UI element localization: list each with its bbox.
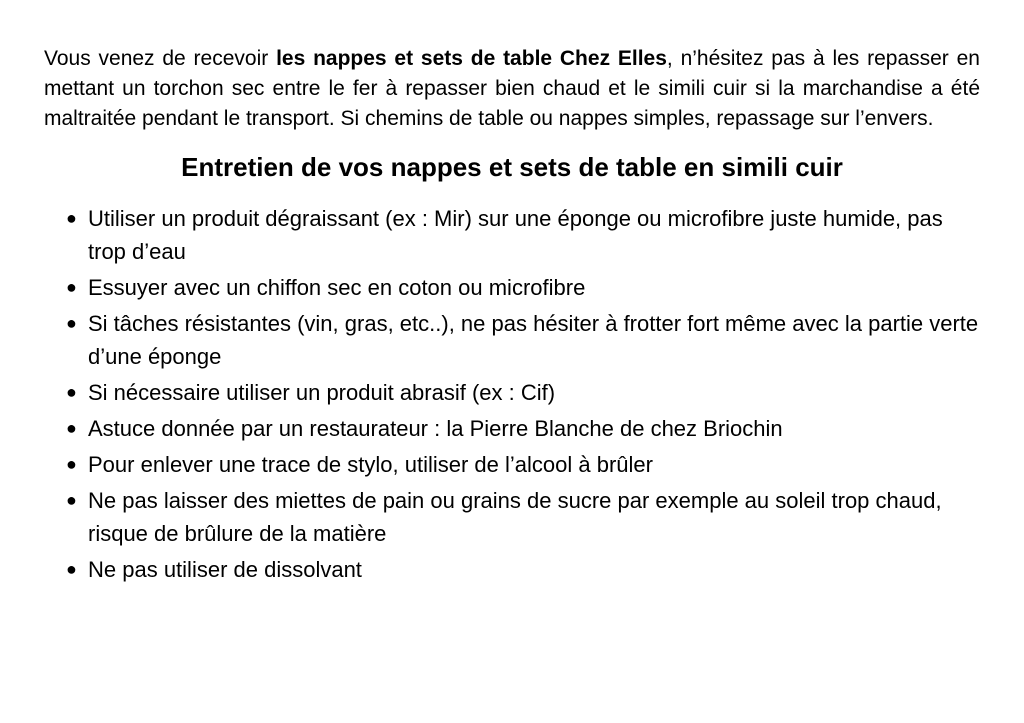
bullet-icon: ● [66,382,77,402]
intro-text-after: , n’hésitez pas à les repasser en mettant un torchon sec entre le fer à repasser bien chaud et le simili cuir si la marchandise a été maltraitée pendant le transport. Si chemins de table ou nappes simples, repassage sur l’envers. [44,47,980,130]
list-item [66,448,980,481]
care-instructions-list [44,202,980,586]
list-item [66,412,980,445]
list-item [66,202,980,268]
list-item-text: Ne pas laisser des miettes de pain ou grains de sucre par exemple au soleil trop chaud, risque de brûlure de la matière [88,488,942,546]
intro-bold-product: les nappes et sets de table Chez Elles [276,47,667,70]
bullet-icon: ● [66,418,77,438]
bullet-icon: ● [66,559,77,579]
list-item-text: Utiliser un produit dégraissant (ex : Mir) sur une éponge ou microfibre juste humide, pas trop d’eau [88,206,943,264]
list-item [66,271,980,304]
bullet-icon: ● [66,277,77,297]
list-item-text: Si tâches résistantes (vin, gras, etc..), ne pas hésiter à frotter fort même avec la partie verte d’une éponge [88,311,979,369]
bullet-icon: ● [66,313,77,333]
bullet-icon: ● [66,490,77,510]
list-item [66,484,980,550]
list-item-text: Si nécessaire utiliser un produit abrasif (ex : Cif) [88,380,556,405]
list-item [66,553,980,586]
list-item-text: Astuce donnée par un restaurateur : la Pierre Blanche de chez Briochin [88,416,783,441]
list-item-text: Pour enlever une trace de stylo, utiliser de l’alcool à brûler [88,452,653,477]
list-item-text: Ne pas utiliser de dissolvant [88,557,362,582]
bullet-icon: ● [66,208,77,228]
list-item [66,307,980,373]
list-item [66,376,980,409]
intro-paragraph [44,44,980,134]
care-heading: Entretien de vos nappes et sets de table en simili cuir [181,152,843,182]
bullet-icon: ● [66,454,77,474]
intro-text-before: Vous venez de recevoir [44,47,277,70]
list-item-text: Essuyer avec un chiffon sec en coton ou microfibre [88,275,586,300]
